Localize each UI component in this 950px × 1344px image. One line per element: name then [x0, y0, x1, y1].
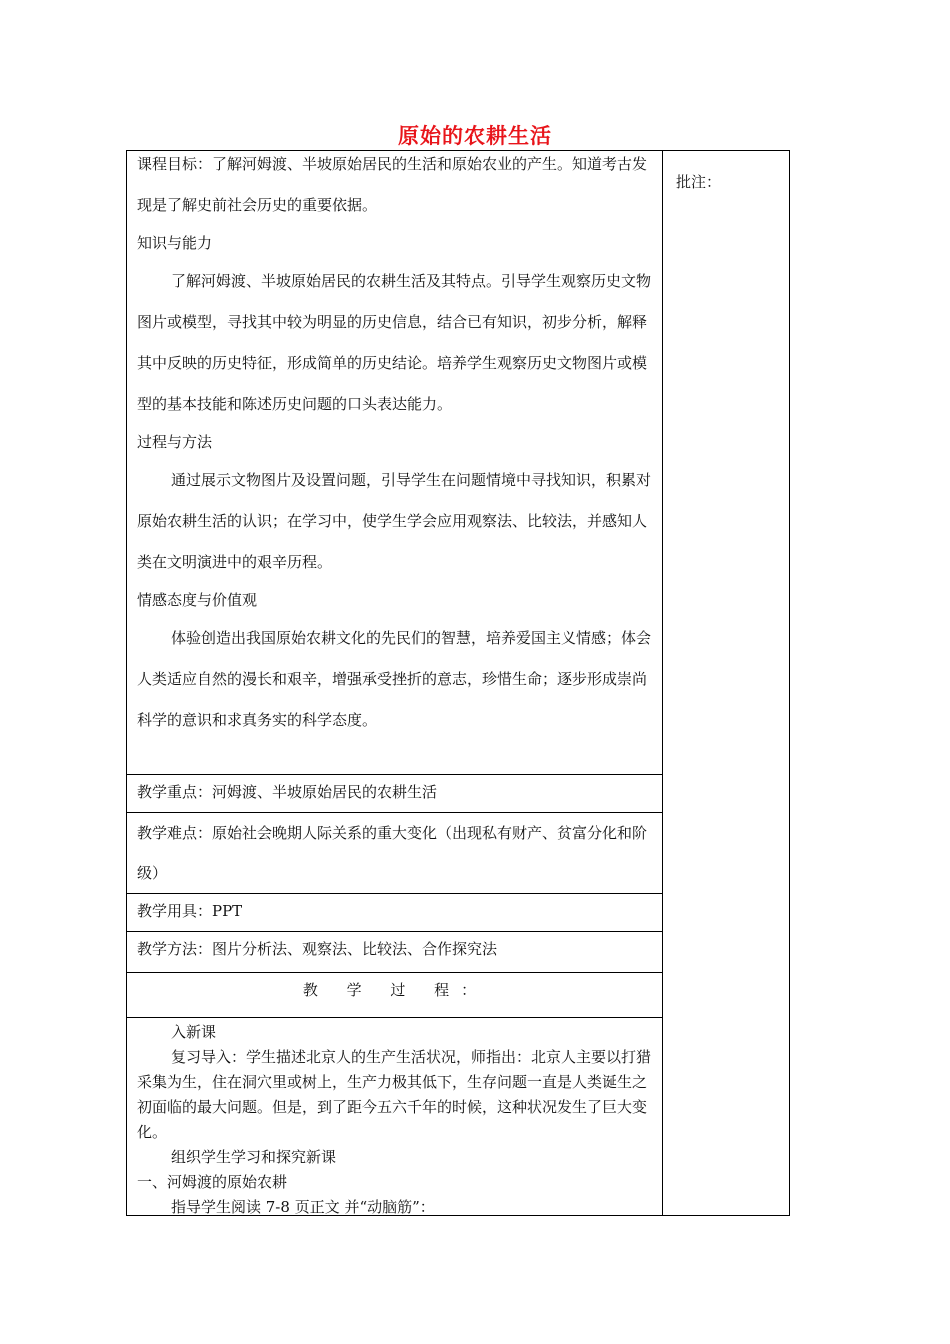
objectives-cell [127, 144, 662, 774]
review-text: 复习导入：学生描述北京人的生产生活状况，师指出：北京人主要以打猎采集为生，住在洞穴里或树上，生产力极其低下，生存问题一直是人类诞生之初面临的最大问题。但是，到了距今五六千年的时候，这种状况发生了巨大变化。 [137, 1048, 652, 1141]
lesson-plan-table [126, 150, 790, 1216]
guide-text: 指导学生阅读 7-8 页正文 并“动脑筋”： [171, 1198, 435, 1216]
knowledge-heading: 知识与能力 [137, 234, 213, 252]
annotation-column-divider [662, 151, 663, 1215]
knowledge-text: 了解河姆渡、半坡原始居民的农耕生活及其特点。引导学生观察历史文物图片或模型，寻找其中较为明显的历史信息，结合已有知识，初步分析，解释其中反映的历史特征，形成简单的历史结论。培养学生观察历史文物图片或模型的基本技能和陈述历史问题的口头表达能力。 [137, 272, 652, 413]
course-goal: 课程目标：了解河姆渡、半坡原始居民的生活和原始农业的产生。知道考古发现是了解史前社会历史的重要依据。 [137, 155, 648, 214]
process-title-cell [127, 972, 662, 1017]
emotion-heading: 情感态度与价值观 [137, 591, 258, 609]
difficulty-cell [127, 812, 662, 893]
tools: 教学用具：PPT [137, 902, 243, 920]
annotation-label: 批注： [676, 173, 722, 191]
document-title: 原始的农耕生活 [398, 124, 552, 148]
organize-text: 组织学生学习和探究新课 [171, 1148, 337, 1166]
methods-cell [127, 931, 662, 972]
process-title: 教 学 过 程： [302, 981, 489, 999]
tools-cell [127, 893, 662, 931]
section-one-heading: 一、河姆渡的原始农耕 [137, 1173, 288, 1191]
emotion-text: 体验创造出我国原始农耕文化的先民们的智慧，培养爱国主义情感；体会人类适应自然的漫长和艰辛，增强承受挫折的意志，珍惜生命；逐步形成崇尚科学的意识和求真务实的科学态度。 [137, 629, 652, 729]
process-cell [127, 1017, 662, 1217]
key-point: 教学重点：河姆渡、半坡原始居民的农耕生活 [137, 783, 438, 801]
key-point-cell [127, 774, 662, 812]
intro-heading: 入新课 [171, 1023, 217, 1041]
process-method-text: 通过展示文物图片及设置问题，引导学生在问题情境中寻找知识，积累对原始农耕生活的认识；在学习中，使学生学会应用观察法、比较法，并感知人类在文明演进中的艰辛历程。 [137, 471, 652, 571]
methods: 教学方法：图片分析法、观察法、比较法、合作探究法 [137, 940, 498, 958]
process-method-heading: 过程与方法 [137, 433, 213, 451]
difficulty: 教学难点：原始社会晚期人际关系的重大变化（出现私有财产、贫富分化和阶级） [137, 824, 648, 882]
